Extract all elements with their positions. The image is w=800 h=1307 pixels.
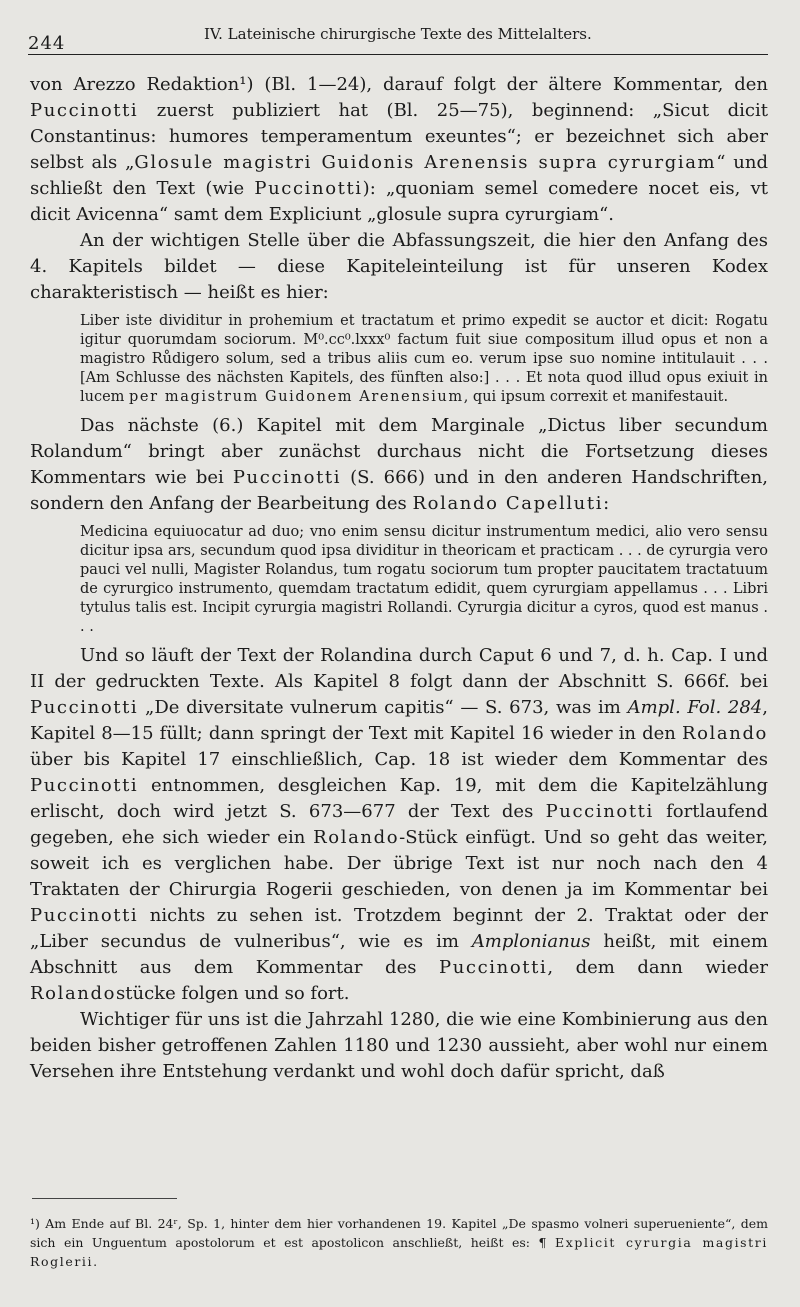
text-run: über bis Kapitel 17 einschließlich, Cap. 18 ist wieder dem Kommentar des [30, 749, 768, 770]
paragraph [30, 228, 768, 306]
text-run: von Arezzo Redaktion¹) (Bl. 1—24), darauf folgt der ältere Kommentar, den [30, 74, 768, 95]
text-run: , dem dann wieder [547, 957, 768, 978]
spaced-name: Puccinotti [439, 957, 548, 978]
running-head: IV. Lateinische chirurgische Texte des Mittelalters. [204, 25, 592, 43]
text-run: , Kapitel 8—15 füllt; dann springt der Text mit Kapitel 16 wieder in den [30, 697, 768, 744]
italic-text: Amplonianus [471, 931, 591, 952]
spaced-name: Puccinotti [254, 178, 363, 199]
spaced-name: Rolando Capelluti [412, 493, 604, 514]
paragraph [30, 413, 768, 517]
text-run: -Stück einfügt. Und so geht das weiter, soweit ich es verglichen habe. Der übrige Text ist nur noch nach den 4 Traktaten der Chirurgia Rogerii geschieden, von denen ja im Kommentar bei [30, 827, 768, 900]
text-run: „De diversitate vulnerum capitis“ — S. 673, was im [138, 697, 628, 718]
spaced-name: Puccinotti [545, 801, 654, 822]
header-rule [28, 54, 768, 55]
text-run: Wichtiger für uns ist die Jahrzahl 1280, die wie eine Kombinierung aus den beiden bisher getroffenen Zahlen 1180 und 1230 aussieht, aber wohl nur einem Versehen ihre Entstehung verdankt und wohl doch dafür spricht, daß [30, 1009, 768, 1082]
text-run: . [93, 1254, 98, 1269]
text-run: zuerst publiziert hat (Bl. 25—75), beginnend: „Sicut dicit Constantinus: humores temperamentum exeuntes“; er bezeichnet sich aber selbst als „ [30, 100, 768, 173]
text-run: Medicina equiuocatur ad duo; vno enim sensu dicitur instrumentum medici, alio vero sensu dicitur ipsa ars, secundum quod ipsa dividitur in theoricam et practicam . . . de cyrurgia vero pauci vel nulli, Magister Rolandus, tum rogatu sociorum tum propter paucitatem tractatuum de cyrurgico instrumento, quemdam tractatum edidit, quem cyrurgiam appellamus . . . Libri tytulus talis est. Incipit cyrurgia magistri Rollandi. Cyrurgia dicitur a cyros, quod est manus . . . [80, 524, 768, 635]
text-run: heißt, mit einem Abschnitt aus dem Kommentar des [30, 931, 768, 978]
text-run: An der wichtigen Stelle über die Abfassungszeit, die hier den Anfang des 4. Kapitels bildet — diese Kapiteleinteilung ist für unseren Kodex charakteristisch — heißt es hier: [30, 230, 768, 303]
spaced-name: Puccinotti [30, 775, 139, 796]
page-header [28, 24, 768, 54]
spaced-name: Rolando [30, 983, 117, 1004]
footnote [30, 1214, 768, 1271]
text-run: Und so läuft der Text der Rolandina durch Caput 6 und 7, d. h. Cap. I und II der gedruckten Texte. Als Kapitel 8 folgt dann der Abschnitt S. 666f. bei [30, 645, 768, 692]
text-run: , qui ipsum correxit et manifestauit. [463, 389, 729, 405]
spaced-name: Puccinotti [30, 905, 139, 926]
spaced-name: Puccinotti [232, 467, 342, 488]
text-run: Das nächste (6.) Kapitel mit dem Marginale „Dictus liber secundum Rolandum“ bringt aber zunächst durchaus nicht die Fortsetzung dieses Kommentars wie bei [30, 415, 768, 488]
paragraph [30, 1007, 768, 1085]
text-run: stücke folgen und so fort. [116, 983, 350, 1004]
text-run: fortlaufend gegeben, ehe sich wieder ein [30, 801, 768, 848]
spaced-name: Puccinotti [30, 100, 139, 121]
main-text [30, 72, 768, 1085]
block-quote [80, 523, 768, 637]
footnote-rule [32, 1198, 177, 1199]
page-number: 244 [28, 33, 66, 54]
text-run: nichts zu sehen ist. Trotzdem beginnt der 2. Traktat oder der „Liber secundus de vulneribus“, wie es im [30, 905, 768, 952]
block-quote [80, 312, 768, 407]
spaced-name: Rolando [313, 827, 400, 848]
spaced-name: Explicit cyrurgia magistri Roglerii [30, 1235, 768, 1269]
spaced-name: Rolando [681, 723, 768, 744]
text-run: : [603, 493, 610, 514]
spaced-name: per magistrum Guidonem Arenensium [129, 389, 464, 405]
text-run: “ und schließt den Text (wie [30, 152, 768, 199]
text-run: (S. 666) und in den anderen Handschriften, sondern den Anfang der Bearbeitung des [30, 467, 769, 514]
text-run: entnommen, desgleichen Kap. 19, mit dem die Kapitelzählung erlischt, doch wird jetzt S. 673—677 der Text des [30, 775, 768, 822]
paragraph [30, 72, 768, 228]
text-run: ¹) Am Ende auf Bl. 24ʳ, Sp. 1, hinter dem hier vorhandenen 19. Kapitel „De spasmo volneri superueniente“, dem sich ein Unguentum apostolorum et est apostolicon anschließt, heißt es: ¶ [30, 1216, 768, 1250]
text-run: Liber iste dividitur in prohemium et tractatum et primo expedit se auctor et dicit: Rogatu igitur quorumdam sociorum. M⁰.cc⁰.lxxx⁰ factum fuit siue compositum illud opus et non a magistro Růdigero solum, sed a tribus aliis cum eo. verum ipse suo nomine intitulauit . . . [Am Schlusse des nächsten Kapitels, des fünften also:] . . . Et nota quod illud opus exiuit in lucem [80, 313, 768, 405]
italic-text: Ampl. Fol. 284 [627, 697, 763, 718]
spaced-name: Glosule magistri Guidonis Arenensis supra cyrurgiam [134, 152, 717, 173]
paragraph [30, 643, 768, 1007]
text-run: ): „quoniam semel comedere nocet eis, vt dicit Avicenna“ samt dem Expliciunt „glosule supra cyrurgiam“. [30, 178, 768, 225]
spaced-name: Puccinotti [30, 697, 139, 718]
